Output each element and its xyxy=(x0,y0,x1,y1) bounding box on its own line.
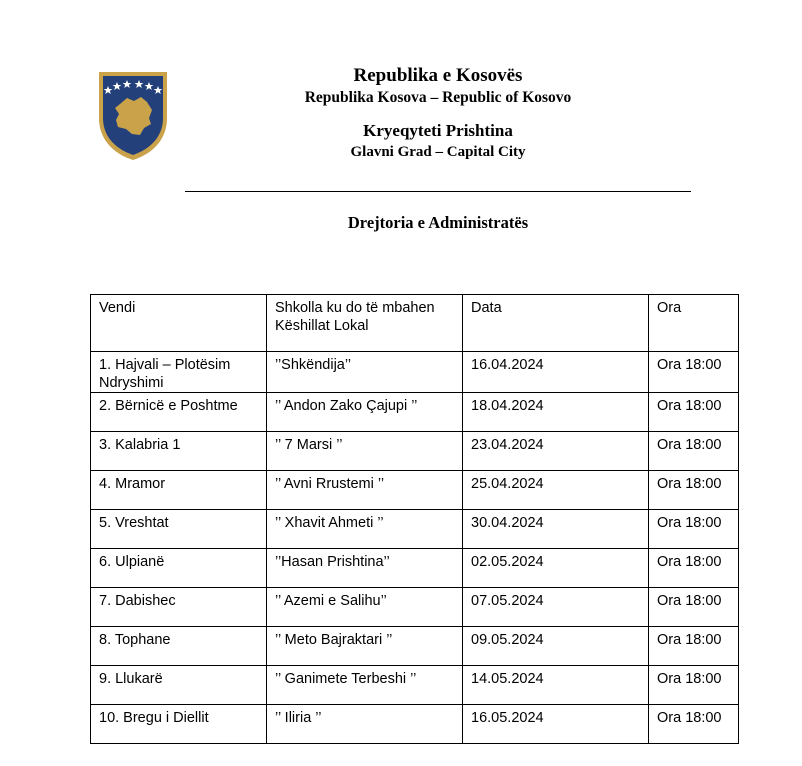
cell-school: ’’ Xhavit Ahmeti ’’ xyxy=(267,510,463,549)
table-row xyxy=(91,549,739,588)
cell-time: Ora 18:00 xyxy=(649,352,739,393)
cell-date: 16.04.2024 xyxy=(463,352,649,393)
header-time: Ora xyxy=(649,295,739,352)
council-schedule-table xyxy=(90,294,739,744)
cell-school: ’’Hasan Prishtina’’ xyxy=(267,549,463,588)
city-title: Kryeqyteti Prishtina xyxy=(363,121,513,140)
cell-date: 18.04.2024 xyxy=(463,393,649,432)
table-row xyxy=(91,666,739,705)
header-location: Vendi xyxy=(91,295,267,352)
cell-date: 14.05.2024 xyxy=(463,666,649,705)
cell-location: 3. Kalabria 1 xyxy=(91,432,267,471)
cell-school: ’’ Avni Rrustemi ’’ xyxy=(267,471,463,510)
cell-school: ’’Shkëndija’’ xyxy=(267,352,463,393)
cell-location: 10. Bregu i Diellit xyxy=(91,705,267,744)
cell-date: 25.04.2024 xyxy=(463,471,649,510)
table-row xyxy=(91,471,739,510)
cell-time: Ora 18:00 xyxy=(649,666,739,705)
table-header-row xyxy=(91,295,739,352)
cell-date: 16.05.2024 xyxy=(463,705,649,744)
header-school: Shkolla ku do të mbahen Këshillat Lokal xyxy=(267,295,463,352)
cell-time: Ora 18:00 xyxy=(649,393,739,432)
cell-time: Ora 18:00 xyxy=(649,432,739,471)
cell-school: ’’ Ganimete Terbeshi ’’ xyxy=(267,666,463,705)
cell-date: 23.04.2024 xyxy=(463,432,649,471)
table-row xyxy=(91,352,739,393)
cell-date: 09.05.2024 xyxy=(463,627,649,666)
cell-time: Ora 18:00 xyxy=(649,549,739,588)
cell-location: 4. Mramor xyxy=(91,471,267,510)
cell-date: 02.05.2024 xyxy=(463,549,649,588)
cell-location: 1. Hajvali – Plotësim Ndryshimi xyxy=(91,352,267,393)
country-subtitle: Republika Kosova – Republic of Kosovo xyxy=(304,89,572,106)
header-date: Data xyxy=(463,295,649,352)
department-title: Drejtoria e Administratës xyxy=(347,213,529,232)
cell-school: ’’ 7 Marsi ’’ xyxy=(267,432,463,471)
kosovo-coat-of-arms-icon xyxy=(96,68,170,162)
table-row xyxy=(91,393,739,432)
table-row xyxy=(91,588,739,627)
cell-location: 7. Dabishec xyxy=(91,588,267,627)
cell-location: 6. Ulpianë xyxy=(91,549,267,588)
table-row xyxy=(91,705,739,744)
cell-location: 9. Llukarë xyxy=(91,666,267,705)
cell-school: ’’ Iliria ’’ xyxy=(267,705,463,744)
table-row xyxy=(91,432,739,471)
cell-time: Ora 18:00 xyxy=(649,588,739,627)
table-row xyxy=(91,510,739,549)
cell-location: 5. Vreshtat xyxy=(91,510,267,549)
cell-time: Ora 18:00 xyxy=(649,510,739,549)
cell-location: 2. Bërnicë e Poshtme xyxy=(91,393,267,432)
header-divider xyxy=(185,191,691,192)
cell-time: Ora 18:00 xyxy=(649,627,739,666)
cell-school: ’’ Andon Zako Çajupi ’’ xyxy=(267,393,463,432)
cell-school: ’’ Azemi e Salihu’’ xyxy=(267,588,463,627)
table-row xyxy=(91,627,739,666)
cell-school: ’’ Meto Bajraktari ’’ xyxy=(267,627,463,666)
city-subtitle: Glavni Grad – Capital City xyxy=(350,144,526,160)
cell-location: 8. Tophane xyxy=(91,627,267,666)
country-title: Republika e Kosovës xyxy=(353,65,523,86)
cell-date: 30.04.2024 xyxy=(463,510,649,549)
cell-time: Ora 18:00 xyxy=(649,471,739,510)
cell-time: Ora 18:00 xyxy=(649,705,739,744)
cell-date: 07.05.2024 xyxy=(463,588,649,627)
